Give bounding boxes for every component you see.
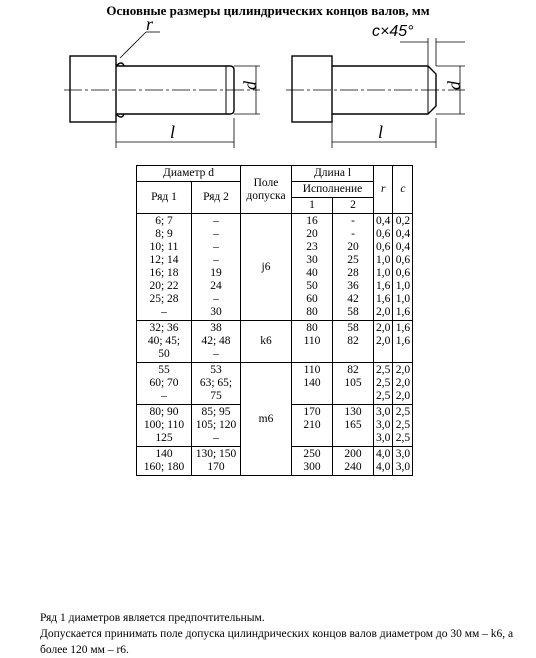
cell-r: 3,0 3,0 3,0	[374, 405, 393, 447]
label-c: c×45°	[372, 23, 414, 40]
notes	[0, 610, 536, 658]
cell-c: 3,0 3,0	[393, 447, 413, 476]
note-tolerance: Допускается принимать поле допуска цилиндрических концов валов диаметром до 30 мм – k6, а более 120 мм – r6.	[40, 628, 514, 656]
cell-len2: 58 82	[333, 321, 374, 363]
label-l-left: l	[170, 122, 176, 142]
cell-row2: 85; 95 105; 120 –	[192, 405, 241, 447]
header-row2: Ряд 2	[192, 182, 241, 214]
cell-len1: 170 210	[292, 405, 333, 447]
cell-len1: 80 110	[292, 321, 333, 363]
cell-len2: - - 20 25 28 36 42 58	[333, 214, 374, 321]
note-preferred: Ряд 1 диаметров является предпочтительным.	[40, 612, 265, 624]
cell-row1: 55 60; 70 –	[137, 363, 192, 405]
cell-len2: 130 165	[333, 405, 374, 447]
header-exec2: 2	[333, 198, 374, 214]
cell-row2: 130; 150 170	[192, 447, 241, 476]
cell-row2: 38 42; 48 –	[192, 321, 241, 363]
cell-r: 0,4 0,6 0,6 1,0 1,0 1,6 1,6 2,0	[374, 214, 393, 321]
cell-r: 2,0 2,0	[374, 321, 393, 363]
page-title: Основные размеры цилиндрических концов валов, мм	[106, 3, 430, 18]
shaft-end-drawing-right	[292, 56, 436, 122]
cell-len2: 200 240	[333, 447, 374, 476]
cell-c: 2,5 2,5 2,5	[393, 405, 413, 447]
shaft-end-drawing-left	[70, 56, 234, 122]
cell-c: 1,6 1,6	[393, 321, 413, 363]
cell-row1: 32; 36 40; 45; 50	[137, 321, 192, 363]
dimensions-table	[136, 165, 413, 476]
cell-tolerance: j6	[241, 214, 292, 321]
cell-len2: 82 105	[333, 363, 374, 405]
cell-tolerance: m6	[241, 363, 292, 476]
table-row	[137, 321, 413, 363]
cell-len1: 110 140	[292, 363, 333, 405]
cell-len1: 250 300	[292, 447, 333, 476]
label-d-right: d	[444, 81, 464, 90]
cell-row1: 80; 90 100; 110 125	[137, 405, 192, 447]
header-tolerance: Поле допуска	[241, 166, 292, 214]
header-c: c	[393, 166, 413, 214]
label-r: r	[146, 18, 154, 34]
cell-row2: 53 63; 65; 75	[192, 363, 241, 405]
table-row	[137, 214, 413, 321]
table-row	[137, 363, 413, 405]
header-length: Длина l	[292, 166, 374, 182]
cell-c: 2,0 2,0 2,0	[393, 363, 413, 405]
label-l-right: l	[378, 122, 384, 142]
header-execution: Исполнение	[292, 182, 374, 198]
cell-row1: 6; 7 8; 9 10; 11 12; 14 16; 18 20; 22 25; 28 –	[137, 214, 192, 321]
cell-r: 4,0 4,0	[374, 447, 393, 476]
cell-r: 2,5 2,5 2,5	[374, 363, 393, 405]
cell-row2: – – – – 19 24 – 30	[192, 214, 241, 321]
header-r: r	[374, 166, 393, 214]
header-row1: Ряд 1	[137, 182, 192, 214]
header-exec1: 1	[292, 198, 333, 214]
shaft-drawing	[60, 18, 480, 148]
cell-len1: 16 20 23 30 40 50 60 80	[292, 214, 333, 321]
label-d-left: d	[240, 81, 260, 90]
cell-c: 0,2 0,4 0,4 0,6 0,6 1,0 1,0 1,6	[393, 214, 413, 321]
cell-tolerance: k6	[241, 321, 292, 363]
header-diameter: Диаметр d	[137, 166, 241, 182]
cell-row1: 140 160; 180	[137, 447, 192, 476]
